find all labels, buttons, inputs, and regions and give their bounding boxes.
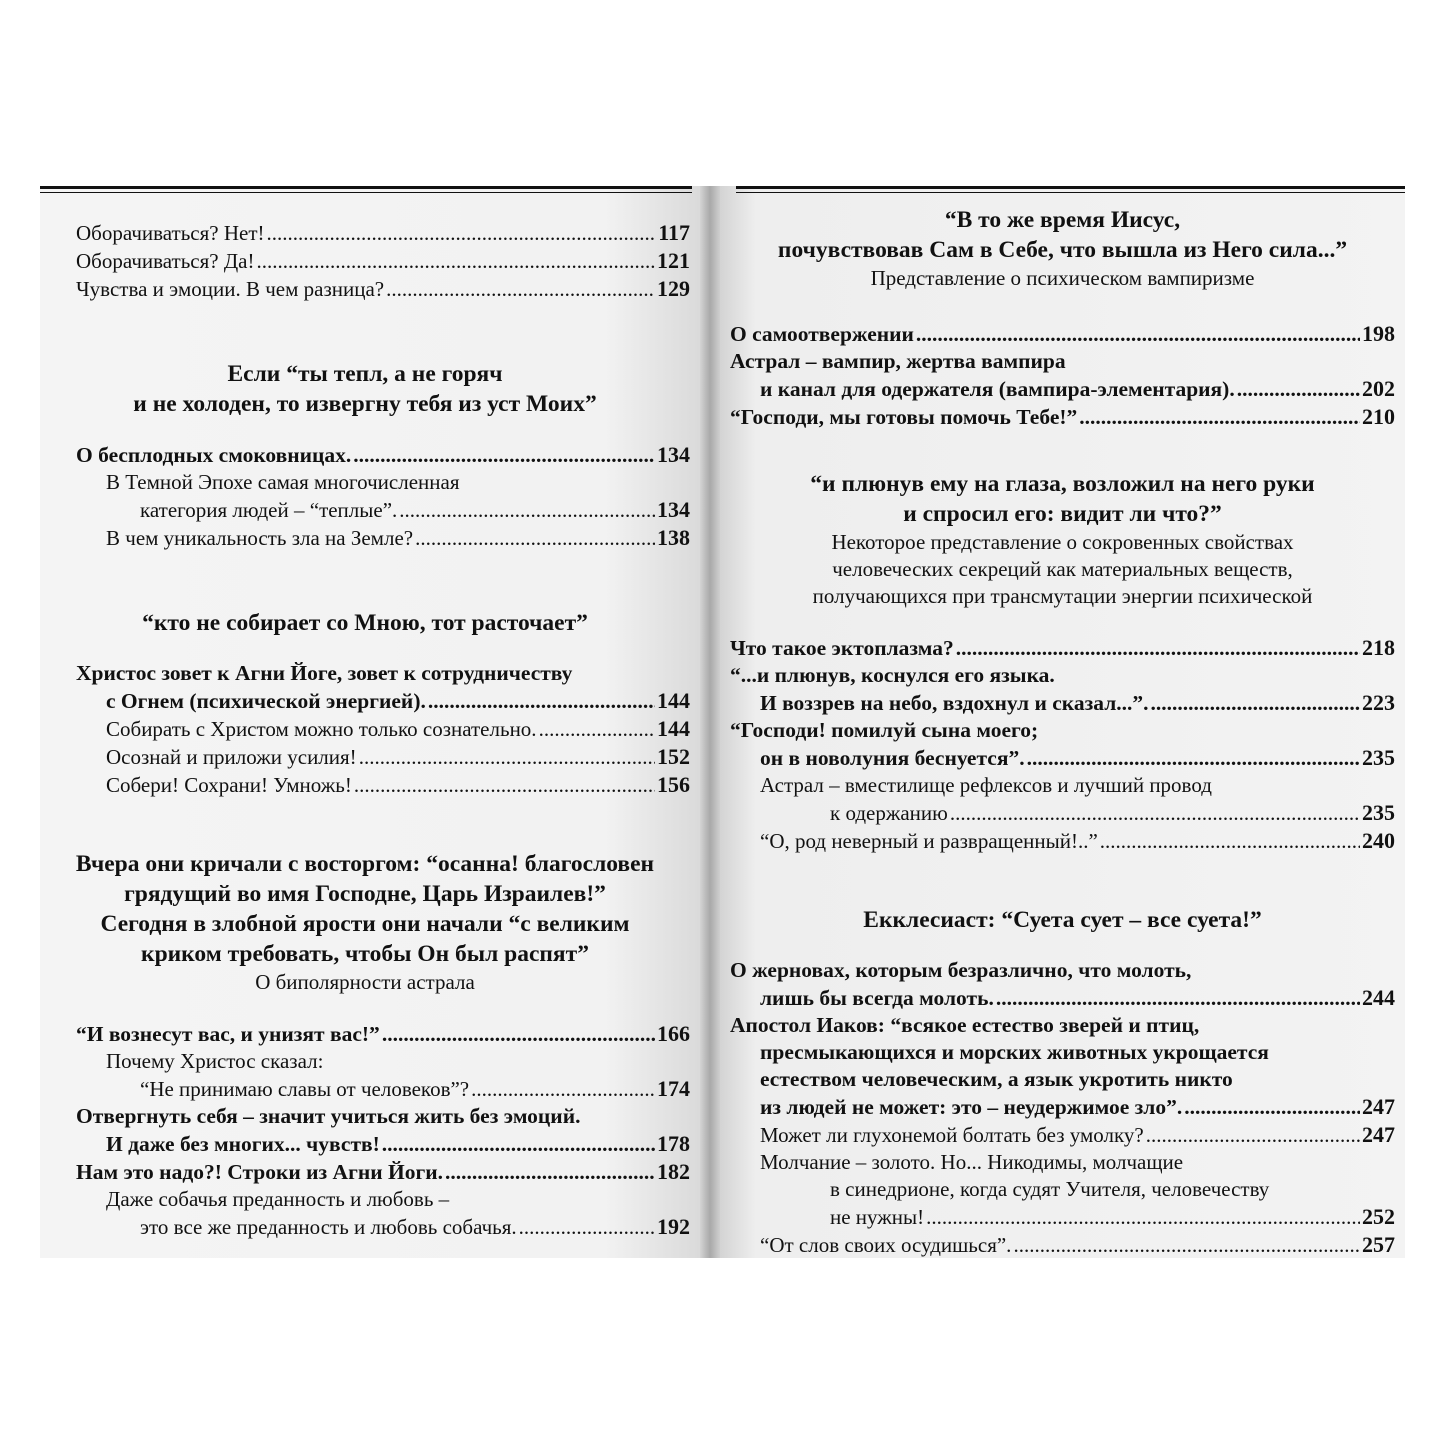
page-number: 182 (657, 1159, 690, 1184)
dot-leader (926, 1204, 1360, 1231)
left-toc-column (40, 205, 690, 1241)
toc-entry-line: Астрал – вместилище рефлексов и лучший провод (760, 773, 1212, 797)
dot-leader (1184, 1094, 1360, 1121)
toc-entry-title: из людей не может: это – неудержимое зло”. (760, 1095, 1183, 1119)
toc-entry (730, 984, 1395, 1012)
dot-leader (399, 497, 655, 524)
page-number: 138 (657, 525, 690, 550)
toc-entry-title: И воззрев на небо, вздохнул и сказал...”. (760, 691, 1149, 715)
toc-entry-line: О жерновах, которым безразлично, что молоть, (730, 958, 1192, 982)
toc-entry-title: “И вознесут вас, и унизят вас!” (76, 1022, 380, 1046)
section-subtitle: получающихся при трансмутации энергии психической (812, 584, 1313, 608)
toc-entry (730, 634, 1395, 662)
dot-leader (1151, 690, 1360, 717)
toc-entry (40, 1213, 690, 1241)
toc-entry (730, 1093, 1395, 1121)
section-heading: Вчера они кричали с восторгом: “осанна! благословен (75, 851, 655, 877)
toc-entry-line: Христос зовет к Агни Йоге, зовет к сотрудничеству (76, 661, 573, 685)
page-number: 121 (657, 248, 690, 273)
section-subtitle: Представление о психическом вампиризме (870, 266, 1255, 290)
toc-entry (40, 1020, 690, 1048)
toc-entry-title: категория людей – “теплые”. (140, 498, 398, 522)
page-number: 244 (1362, 985, 1395, 1010)
toc-entry-line: В Темной Эпохе самая многочисленная (106, 470, 460, 494)
page-number: 247 (1362, 1094, 1395, 1119)
toc-entry-title: с Огнем (психической энергией). (106, 689, 426, 713)
toc-entry (40, 524, 690, 552)
dot-leader (445, 1159, 655, 1186)
dot-leader (382, 1021, 655, 1048)
toc-entry (40, 687, 690, 715)
right-header-rule (736, 186, 1405, 193)
section-heading: грядущий во имя Господне, Царь Израилев!” (124, 881, 606, 907)
section-heading: Если “ты тепл, а не горяч (227, 361, 503, 387)
toc-entry (730, 1203, 1395, 1231)
page-number: 144 (657, 716, 690, 741)
page-number: 192 (657, 1214, 690, 1239)
dot-leader (916, 321, 1360, 348)
toc-entry-line: “...и плюнув, коснулся его языка. (730, 663, 1055, 687)
left-header-rule (40, 186, 692, 193)
toc-entry-title: “Господи, мы готовы помочь Тебе!” (730, 405, 1078, 429)
page-number: 178 (657, 1131, 690, 1156)
toc-entry (40, 715, 690, 743)
page-number: 235 (1362, 800, 1395, 825)
dot-leader (257, 248, 656, 275)
book-gutter (700, 186, 720, 1258)
toc-entry-title: Собирать с Христом можно только сознательно. (106, 717, 537, 741)
toc-entry (40, 247, 690, 275)
toc-entry (40, 496, 690, 524)
toc-entry-line: “Господи! помилуй сына моего; (730, 718, 1039, 742)
toc-entry-title: В чем уникальность зла на Земле? (106, 526, 414, 550)
toc-entry (40, 1075, 690, 1103)
dot-leader (1146, 1122, 1360, 1149)
page-number: 166 (657, 1021, 690, 1046)
section-subtitle: человеческих секреций как материальных веществ, (832, 557, 1293, 581)
dot-leader (382, 1131, 655, 1158)
toc-entry-title: к одержанию (830, 801, 948, 825)
toc-entry-title: Что такое эктоплазма? (730, 636, 954, 660)
page-number: 247 (1362, 1122, 1395, 1147)
dot-leader (267, 220, 657, 247)
toc-entry (730, 827, 1395, 855)
toc-entry-title: Оборачиваться? Нет! (76, 221, 265, 245)
toc-entry (40, 743, 690, 771)
toc-entry-line: естеством человеческим, а язык укротить никто (760, 1067, 1233, 1091)
section-heading: “кто не собирает со Мною, тот расточает” (142, 610, 588, 636)
toc-entry-title: Осознай и приложи усилия! (106, 745, 357, 769)
section-subtitle: Некоторое представление о сокровенных свойствах (831, 530, 1294, 554)
dot-leader (956, 635, 1360, 662)
page-number: 156 (657, 772, 690, 797)
page-number: 144 (657, 688, 690, 713)
toc-entry-title: Собери! Сохрани! Умножь! (106, 773, 352, 797)
toc-entry-line: Молчание – золото. Но... Никодимы, молчащие (760, 1150, 1184, 1174)
toc-entry-title: это все же преданность и любовь собачья. (140, 1215, 517, 1239)
page-number: 210 (1362, 404, 1395, 429)
toc-entry-line: Отвергнуть себя – значит учиться жить без эмоций. (76, 1104, 581, 1128)
toc-entry-line: пресмыкающихся и морских животных укрощается (760, 1040, 1269, 1064)
page-number: 218 (1362, 635, 1395, 660)
toc-entry-title: он в новолуния беснуется”. (760, 746, 1025, 770)
toc-entry (730, 744, 1395, 772)
toc-entry-title: Чувства и эмоции. В чем разница? (76, 277, 385, 301)
toc-entry-title: Нам это надо?! Строки из Агни Йоги. (76, 1160, 444, 1184)
toc-entry (40, 219, 690, 247)
page-number: 257 (1362, 1232, 1395, 1257)
section-heading: и спросил его: видит ли что?” (903, 501, 1222, 527)
dot-leader (359, 744, 655, 771)
toc-entry (40, 771, 690, 799)
toc-entry-line: Астрал – вампир, жертва вампира (730, 349, 1066, 373)
dot-leader (354, 772, 655, 799)
page-number: 202 (1362, 376, 1395, 401)
page-number: 134 (657, 497, 690, 522)
dot-leader (1100, 828, 1360, 855)
section-heading: почувствовав Сам в Себе, что вышла из Него сила...” (777, 237, 1348, 263)
dot-leader (386, 276, 655, 303)
dot-leader (950, 800, 1360, 827)
section-heading: “В то же время Иисус, (944, 207, 1181, 233)
toc-entry (730, 320, 1395, 348)
toc-entry (730, 403, 1395, 431)
page-number: 174 (657, 1076, 690, 1101)
page-number: 117 (658, 220, 690, 245)
toc-entry (730, 1121, 1395, 1149)
toc-entry-title: Может ли глухонемой болтать без умолку? (760, 1123, 1144, 1147)
dot-leader (428, 688, 655, 715)
toc-entry (730, 375, 1395, 403)
toc-entry-title: “О, род неверный и развращенный!..” (760, 829, 1098, 853)
section-heading: “и плюнув ему на глаза, возложил на него руки (810, 471, 1315, 497)
dot-leader (1237, 376, 1360, 403)
toc-entry-line: Апостол Иаков: “всякое естество зверей и птиц, (730, 1013, 1200, 1037)
toc-entry (40, 1158, 690, 1186)
page-number: 240 (1362, 828, 1395, 853)
toc-entry-line: в синедрионе, когда судят Учителя, человечеству (830, 1177, 1270, 1201)
page-number: 252 (1362, 1204, 1395, 1229)
toc-entry (40, 441, 690, 469)
dot-leader (471, 1076, 655, 1103)
toc-entry (730, 799, 1395, 827)
toc-entry-title: не нужны! (830, 1205, 925, 1229)
toc-entry (730, 1231, 1395, 1259)
dot-leader (415, 525, 655, 552)
toc-entry (730, 689, 1395, 717)
toc-entry-title: и канал для одержателя (вампира-элементария). (760, 377, 1235, 401)
dot-leader (1013, 1232, 1360, 1259)
toc-entry-title: О бесплодных смоковницах. (76, 443, 352, 467)
right-toc-column (730, 205, 1395, 1259)
section-heading: Екклесиаст: “Суета сует – все суета!” (863, 907, 1262, 933)
dot-leader (353, 442, 655, 469)
toc-entry-line: Почему Христос сказал: (106, 1049, 324, 1073)
page-number: 223 (1362, 690, 1395, 715)
page-number: 235 (1362, 745, 1395, 770)
toc-entry-title: И даже без многих... чувств! (106, 1132, 380, 1156)
section-subtitle: О биполярности астрала (255, 970, 475, 994)
page-number: 198 (1362, 321, 1395, 346)
page-number: 152 (657, 744, 690, 769)
toc-entry-title: Оборачиваться? Да! (76, 249, 255, 273)
section-heading: и не холоден, то извергну тебя из уст Моих” (133, 391, 597, 417)
toc-entry-line: Даже собачья преданность и любовь – (106, 1187, 450, 1211)
toc-entry (40, 1130, 690, 1158)
dot-leader (1027, 745, 1360, 772)
dot-leader (519, 1214, 655, 1241)
section-heading: криком требовать, чтобы Он был распят” (141, 941, 589, 967)
dot-leader (539, 716, 655, 743)
page-number: 134 (657, 442, 690, 467)
toc-entry-title: “От слов своих осудишься”. (760, 1233, 1012, 1257)
dot-leader (996, 985, 1360, 1012)
toc-entry-title: лишь бы всегда молоть. (760, 986, 994, 1010)
section-heading: Сегодня в злобной ярости они начали “с великим (100, 911, 630, 937)
dot-leader (1079, 404, 1360, 431)
page-number: 129 (657, 276, 690, 301)
toc-entry-title: “Не принимаю славы от человеков”? (140, 1077, 470, 1101)
toc-entry (40, 275, 690, 303)
toc-entry-title: О самоотвержении (730, 322, 914, 346)
